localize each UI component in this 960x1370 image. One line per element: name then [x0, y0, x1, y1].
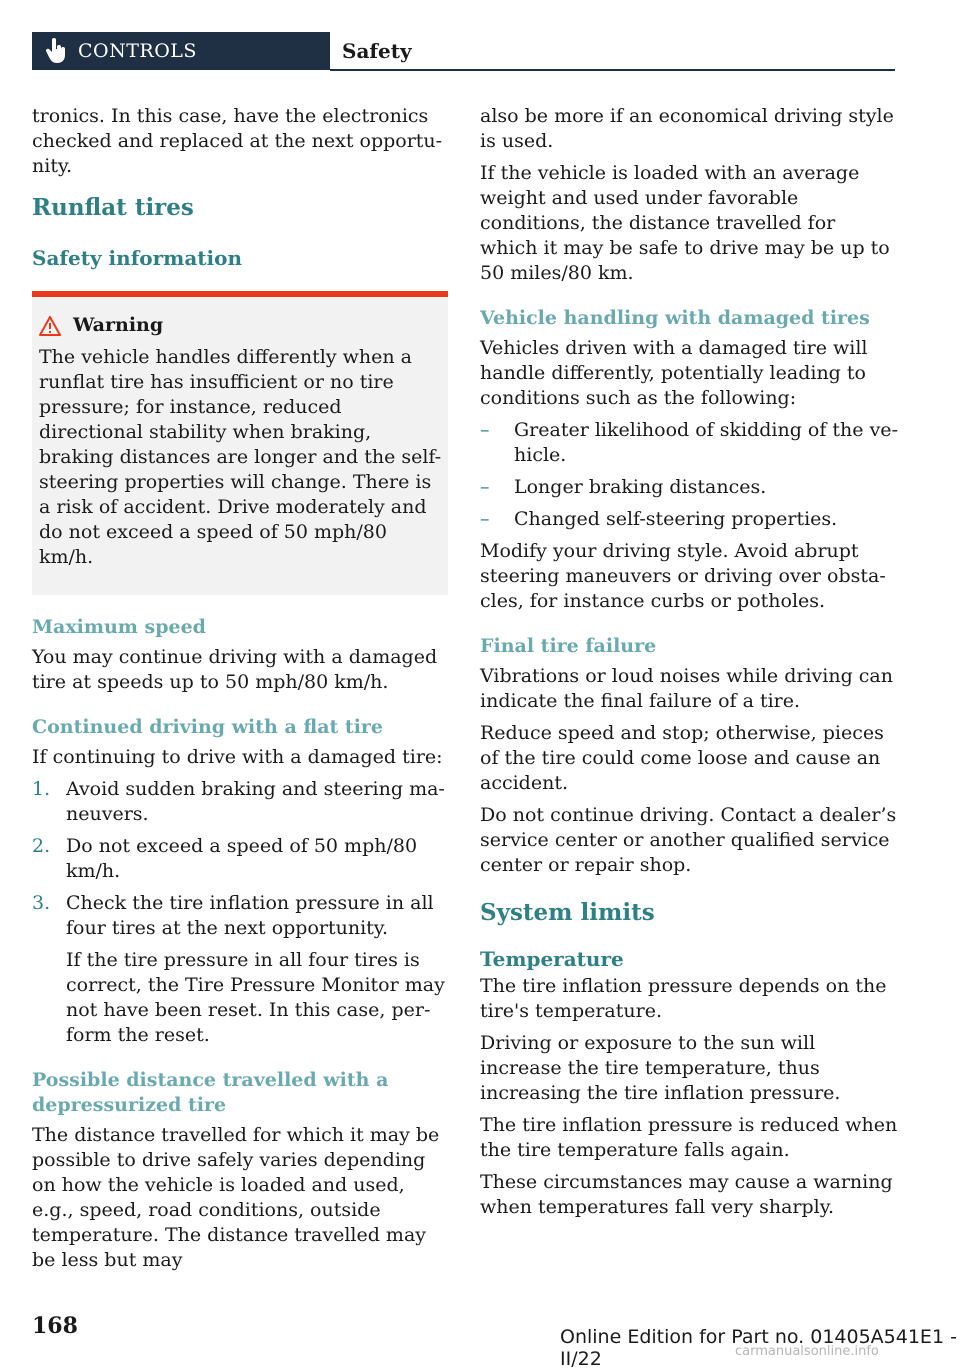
list-item-text: Changed self-steering properties. — [514, 508, 838, 530]
list-item — [480, 475, 898, 500]
list-item-text: Greater likelihood of skidding of the vehicle. — [514, 419, 898, 466]
heading-vehicle-handling: Vehicle handling with damaged tires — [480, 307, 870, 329]
right-column — [480, 104, 898, 1227]
edition-footer: Online Edition for Part no. 01405A541E1 - II/22 — [560, 1326, 957, 1370]
page-header — [32, 32, 895, 72]
dash-marker: – — [480, 476, 490, 498]
final-text-3: Do not continue driving. Contact a dealer’s service center or another qualified service center or repair shop. — [480, 804, 897, 876]
distance-text: The distance travelled for which it may be possible to drive safely varies depending on how the vehicle is loaded and used, e.g., speed, road conditions, outside temperature. The distance travelled may be less but may — [32, 1124, 440, 1271]
step-text: Do not exceed a speed of 50 mph/80 km/h. — [66, 835, 418, 882]
warning-text: The vehicle handles differently when a runflat tire has insufficient or no tire pressure; for instance, reduced directional stability when braking, braking distances are longer and the self-steering properties will change. There is a risk of accident. Drive moderately and do not exceed a speed of 50 mph/80 km/h. — [39, 346, 442, 568]
list-item — [32, 777, 448, 827]
section-tab — [32, 32, 330, 70]
warning-title: Warning — [73, 314, 164, 336]
chapter-title: Safety — [342, 39, 412, 63]
step-number: 3. — [32, 892, 51, 914]
dash-marker: – — [480, 419, 490, 441]
continued-text: If continuing to drive with a damaged tire: — [32, 746, 443, 768]
step-text: Avoid sudden braking and steering maneuvers. — [66, 778, 445, 825]
heading-safety-information: Safety information — [32, 246, 243, 270]
heading-temperature: Temperature — [480, 947, 624, 971]
modify-text: Modify your driving style. Avoid abrupt steering maneuvers or driving over obstacles, for instance curbs or potholes. — [480, 540, 886, 612]
final-text-2: Reduce speed and stop; otherwise, pieces of the tire could come loose and cause an accident. — [480, 722, 884, 794]
temp-text-1: The tire inflation pressure depends on the tire's temperature. — [480, 975, 887, 1022]
handling-list — [480, 418, 898, 532]
heading-final-tire-failure: Final tire failure — [480, 635, 657, 657]
section-label: CONTROLS — [78, 40, 197, 62]
heading-runflat-tires: Runflat tires — [32, 194, 194, 221]
step-number: 2. — [32, 835, 51, 857]
heading-continued-driving: Continued driving with a flat tire — [32, 716, 384, 738]
left-column — [32, 104, 448, 1280]
header-rule — [330, 69, 895, 71]
list-item — [480, 418, 898, 468]
list-item — [32, 834, 448, 884]
intro-paragraph: tronics. In this case, have the electronics checked and replaced at the next opportunity. — [32, 105, 443, 177]
max-speed-text: You may continue driving with a damaged tire at speeds up to 50 mph/80 km/h. — [32, 646, 438, 693]
heading-possible-distance: Possible distance travelled with a depressurized tire — [32, 1069, 389, 1116]
warning-box — [32, 291, 448, 595]
warning-title-row — [39, 313, 442, 338]
watermark[interactable]: carmanualsonline.info — [735, 1344, 879, 1359]
step-number: 1. — [32, 778, 51, 800]
heading-system-limits: System limits — [480, 899, 655, 926]
list-item-text: Longer braking distances. — [514, 476, 767, 498]
temp-text-3: The tire inflation pressure is reduced when the tire temperature falls again. — [480, 1114, 898, 1161]
list-item — [32, 891, 448, 1048]
hand-pointer-icon — [46, 38, 66, 64]
dash-marker: – — [480, 508, 490, 530]
handling-text: Vehicles driven with a damaged tire will handle differently, potentially leading to conditions such as the following: — [480, 337, 868, 409]
temp-text-2: Driving or exposure to the sun will increase the tire temperature, thus increasing the tire inflation pressure. — [480, 1032, 841, 1104]
page-number: 168 — [32, 1313, 78, 1339]
warning-triangle-icon — [39, 316, 61, 336]
loaded-paragraph: If the vehicle is loaded with an average weight and used under favorable conditions, the distance travelled for which it may be safe to drive may be up to 50 miles/80 km. — [480, 162, 890, 284]
step-text: Check the tire inflation pressure in all four tires at the next opportunity. — [66, 892, 434, 939]
list-item — [480, 507, 898, 532]
final-text-1: Vibrations or loud noises while driving can indicate the final failure of a tire. — [480, 665, 893, 712]
continued-paragraph: also be more if an economical driving style is used. — [480, 105, 894, 152]
temp-text-4: These circumstances may cause a warning when temperatures fall very sharply. — [480, 1171, 893, 1218]
heading-maximum-speed: Maximum speed — [32, 616, 206, 638]
steps-list — [32, 777, 448, 1048]
step-extra-text: If the tire pressure in all four tires is correct, the Tire Pressure Monitor may not have been reset. In this case, perform the reset. — [66, 949, 445, 1046]
